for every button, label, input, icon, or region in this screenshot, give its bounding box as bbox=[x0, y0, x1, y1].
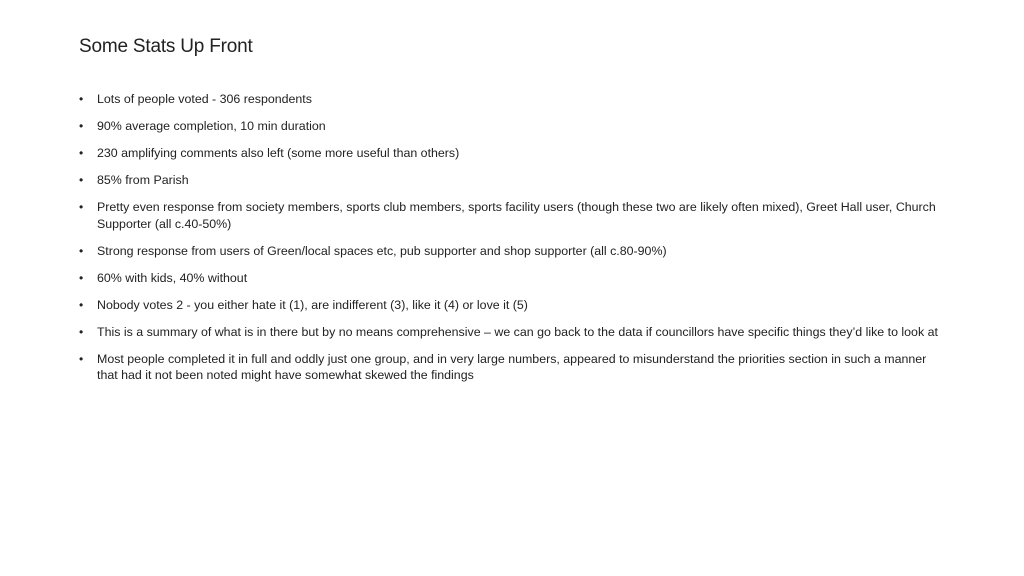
bullet-item bbox=[79, 297, 949, 314]
bullet-item bbox=[79, 172, 949, 189]
bullet-icon: • bbox=[79, 92, 84, 106]
bullet-icon: • bbox=[79, 324, 84, 339]
bullet-item bbox=[79, 145, 949, 162]
bullet-item bbox=[79, 243, 949, 260]
bullet-text: This is a summary of what is in there but by no means comprehensive – we can go back to the data if councillors have specific things they’d like to look at bbox=[97, 324, 938, 339]
bullet-item bbox=[79, 118, 949, 135]
bullet-text: 60% with kids, 40% without bbox=[97, 270, 248, 285]
bullet-item bbox=[79, 324, 949, 341]
bullet-item bbox=[79, 351, 949, 384]
bullet-text: 90% average completion, 10 min duration bbox=[97, 119, 326, 133]
bullet-icon: • bbox=[79, 173, 84, 187]
bullet-icon: • bbox=[79, 270, 84, 285]
bullet-text: Strong response from users of Green/local spaces etc, pub supporter and shop supporter (all c.80-90%) bbox=[97, 243, 667, 258]
bullet-text: Nobody votes 2 - you either hate it (1), are indifferent (3), like it (4) or love it (5) bbox=[97, 297, 528, 312]
bullet-icon: • bbox=[79, 119, 84, 133]
bullet-item bbox=[79, 270, 949, 287]
bullet-icon: • bbox=[79, 200, 84, 214]
bullet-icon: • bbox=[79, 351, 84, 366]
bullet-list bbox=[79, 91, 949, 394]
slide-title: Some Stats Up Front bbox=[79, 36, 253, 57]
bullet-text: 85% from Parish bbox=[97, 173, 189, 187]
bullet-icon: • bbox=[79, 243, 84, 258]
bullet-text: Pretty even response from society members, sports club members, sports facility users (though these two are likely often mixed), Greet Hall user, Church Supporter (all c.40-50%) bbox=[97, 200, 936, 231]
bullet-text: Most people completed it in full and oddly just one group, and in very large numbers, appeared to misunderstand the priorities section in such a manner that had it not been noted might have somewhat skewed the findings bbox=[97, 351, 927, 382]
bullet-text: 230 amplifying comments also left (some more useful than others) bbox=[97, 146, 460, 160]
bullet-text: Lots of people voted - 306 respondents bbox=[97, 92, 312, 106]
bullet-icon: • bbox=[79, 297, 84, 312]
bullet-item bbox=[79, 91, 949, 108]
bullet-icon: • bbox=[79, 146, 84, 160]
bullet-item bbox=[79, 199, 949, 232]
